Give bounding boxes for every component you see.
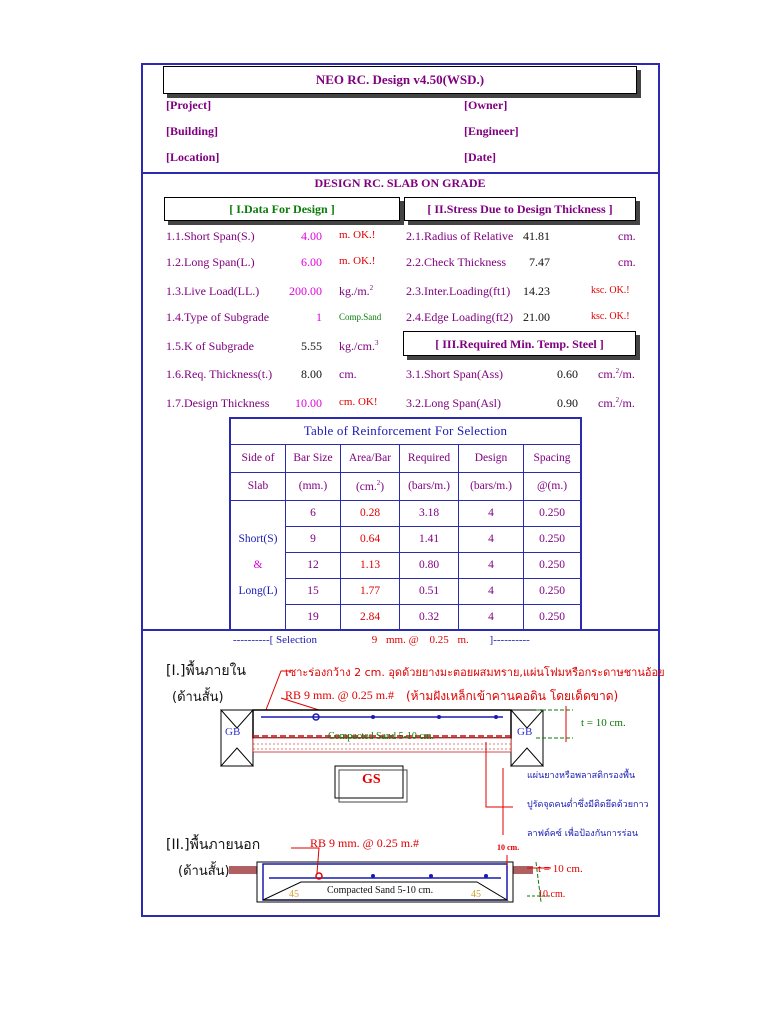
data-value: 8.00 [301,367,322,381]
data-label: 1.7.Design Thickness [166,396,270,410]
side-cell [230,604,286,630]
steel-unit-sup: 2 [615,396,620,404]
steel-unit [598,396,635,411]
col-header: (bars/m.) [459,472,524,500]
area-cell: 0.28 [341,500,400,526]
col-header: Bar Size [286,444,341,472]
required-cell: 0.32 [400,604,459,630]
stress-unit [618,229,636,244]
project-label: [Project] [166,98,212,112]
rb-label-2: RB 9 mm. @ 0.25 m.# [310,836,420,850]
panel-stress-title [404,197,636,221]
data-value: 10.00 [295,396,322,410]
bottom-dim: 10 cm. [538,889,566,900]
selection-line [233,634,530,646]
data-unit-sup: 3 [375,339,379,347]
stress-value: 21.00 [523,310,550,324]
panel-steel-title-text: [ III.Required Min. Temp. Steel ] [435,337,604,351]
spacing-cell: 0.250 [524,604,582,630]
stress-unit [618,255,636,270]
bar-size-cell: 19 [286,604,341,630]
stress-unit-text: cm. [618,229,636,243]
data-unit [339,367,357,382]
col-header: (bars/m.) [400,472,459,500]
plastic-note-3: ลาฟต์คซ์ เพื่อป้องกันการร่อน [527,829,639,839]
data-label: 1.6.Req. Thickness(t.) [166,367,273,381]
data-value: 5.55 [301,339,322,353]
data-unit-sup: 2 [369,284,374,292]
panel-steel-title [403,331,636,356]
sand-label-2: Compacted Sand 5-10 cm. [327,885,434,896]
data-label: 1.5.K of Subgrade [166,339,254,353]
data-unit-text: Comp.Sand [339,312,382,322]
bar-size-cell: 6 [286,500,341,526]
spacing-cell: 0.250 [524,552,582,578]
stress-label: 2.1.Radius of Relative [406,229,514,243]
gb-left: GB [225,726,241,738]
spacing-cell: 0.250 [524,578,582,604]
stress-unit-text: ksc. [591,285,607,296]
data-value: 1 [316,310,322,324]
side-label: Long(L) [238,585,278,597]
data-label: 1.3.Live Load(LL.) [166,284,260,298]
steel-label: 3.1.Short Span(Ass) [406,367,504,381]
data-unit [339,284,373,299]
title-box [163,66,637,94]
gs-label: GS [362,772,381,787]
data-unit-text: m. [339,229,351,241]
panel-data-title-text: [ I.Data For Design ] [229,202,335,216]
side-label: Short(S) [238,533,278,545]
angle-right: 45 [471,889,481,900]
col-header: Spacing [524,444,582,472]
plastic-note-1: แผ่นยางหรือพลาสติกรองพื้น [527,771,636,781]
stress-unit [591,285,630,296]
sand-label-1: Compacted Sand 5-10 cm. [328,731,435,742]
side-label: & [253,559,263,571]
data-status: OK.! [353,229,376,241]
selection-trail: ]---------- [489,634,530,646]
design-cell: 4 [459,526,524,552]
bar-size-cell: 15 [286,578,341,604]
stress-status: OK.! [609,285,630,296]
data-value: 4.00 [301,229,322,243]
reinforcement-table [229,417,582,631]
steel-unit-text: cm. [598,396,616,410]
col-header: (mm.) [286,472,341,500]
selection-mid: mm. @ [385,634,419,646]
design-cell: 4 [459,500,524,526]
data-unit-text: kg./cm. [339,339,375,353]
required-cell: 0.80 [400,552,459,578]
table-row [230,578,581,604]
required-cell: 3.18 [400,500,459,526]
selection-size: 9 [371,634,378,646]
steel-unit-tail: /m. [619,367,635,381]
data-unit [339,396,378,408]
selection-lead: ----------[ Selection [233,634,317,646]
app-title: NEO RC. Design v4.50(WSD.) [315,72,485,87]
required-cell: 1.41 [400,526,459,552]
building-label: [Building] [166,124,219,138]
data-label: 1.2.Long Span(L.) [166,255,255,269]
col-header: Design [459,444,524,472]
stress-unit-text: ksc. [591,311,607,322]
steel-unit [598,367,635,382]
date-label: [Date] [464,150,496,164]
groove-note: เซาะร่องกว้าง 2 cm. อุดด้วยยางมะตอยผสมทราย,แผ่นโฟมหรือกระดาษชานอ้อย [285,666,665,679]
drawing1-title: [I.]พื้นภายใน [166,663,247,679]
angle-left: 45 [289,889,299,900]
thickness-label-2: t = 10 cm. [538,863,583,875]
table-row [230,526,581,552]
panel-data-title [164,197,400,221]
spacing-cell: 0.250 [524,526,582,552]
area-cell: 0.64 [341,526,400,552]
engineer-label: [Engineer] [464,124,519,138]
area-tail: ) [380,480,385,493]
col-header: @(m.) [524,472,582,500]
side-cell [230,500,286,526]
data-label: 1.4.Type of Subgrade [166,310,270,324]
steel-value: 0.60 [557,367,578,381]
data-status: OK! [357,396,378,408]
area-cell: 2.84 [341,604,400,630]
drawing2-sub: (ด้านสั้น) [178,864,230,879]
interior-slab-section [221,671,573,835]
stress-label: 2.3.Inter.Loading(ft1) [406,284,511,298]
data-unit-text: m. [339,255,351,267]
steel-unit-tail: /m. [619,396,635,410]
side-cell [230,578,286,604]
design-cell: 4 [459,552,524,578]
data-unit-text: cm. [339,367,357,381]
stress-label: 2.4.Edge Loading(ft2) [406,310,513,324]
data-status: OK.! [353,255,376,267]
area-cell: 1.13 [341,552,400,578]
thickness-label-1: t = 10 cm. [581,717,626,729]
stress-value: 14.23 [523,284,550,298]
divider [143,172,658,174]
table-title: Table of Reinforcement For Selection [230,418,581,444]
steel-value: 0.90 [557,396,578,410]
drawing1-sub: (ด้านสั้น) [172,690,224,705]
side-cell [230,526,286,552]
steel-label: 3.2.Long Span(Asl) [406,396,501,410]
col-header: Required [400,444,459,472]
data-unit [339,339,379,354]
rb-note: (ห้ามฝังเหล็กเข้าคานคอดิน โดยเด็ดขาด) [406,689,619,703]
data-unit [339,255,375,267]
section-title: DESIGN RC. SLAB ON GRADE [314,176,486,190]
area-sup: 2 [376,479,381,488]
top-dim: 10 cm. [497,843,520,852]
selection-spacing: 0.25 [429,634,449,646]
bar-size-cell: 9 [286,526,341,552]
data-label: 1.1.Short Span(S.) [166,229,255,243]
steel-unit-text: cm. [598,367,616,381]
drawing2-title: [II.]พื้นภายนอก [166,837,261,853]
stress-unit [591,311,630,322]
stress-label: 2.2.Check Thickness [406,255,507,269]
table-row [230,500,581,526]
stress-value: 41.81 [523,229,550,243]
location-label: [Location] [166,150,220,164]
stress-unit-text: cm. [618,255,636,269]
owner-label: [Owner] [464,98,508,112]
data-unit-text: cm. [339,396,356,408]
area-unit: (cm. [355,480,377,493]
area-cell: 1.77 [341,578,400,604]
rb-label-1: RB 9 mm. @ 0.25 m.# [285,688,395,702]
gb-right: GB [517,726,533,738]
panel-stress-title-text: [ II.Stress Due to Design Thickness ] [427,202,613,216]
col-header-area [341,472,400,500]
stress-value: 7.47 [529,255,550,269]
data-unit-text: kg./m. [339,284,370,298]
selection-unit: m. [457,634,469,646]
design-cell: 4 [459,604,524,630]
data-value: 200.00 [289,284,322,298]
steel-unit-sup: 2 [615,367,620,375]
data-value: 6.00 [301,255,322,269]
data-unit [339,312,381,322]
data-unit [339,229,375,241]
col-header: Side of [230,444,286,472]
design-cell: 4 [459,578,524,604]
spacing-cell: 0.250 [524,500,582,526]
side-cell [230,552,286,578]
table-row [230,552,581,578]
required-cell: 0.51 [400,578,459,604]
stress-status: OK.! [609,311,630,322]
col-header: Slab [230,472,286,500]
col-header: Area/Bar [341,444,400,472]
table-row [230,604,581,630]
plastic-note-2: ปูรัดจุดคนต่ำซึ่งมีติดยึดด้วยกาว [527,800,649,810]
bar-size-cell: 12 [286,552,341,578]
